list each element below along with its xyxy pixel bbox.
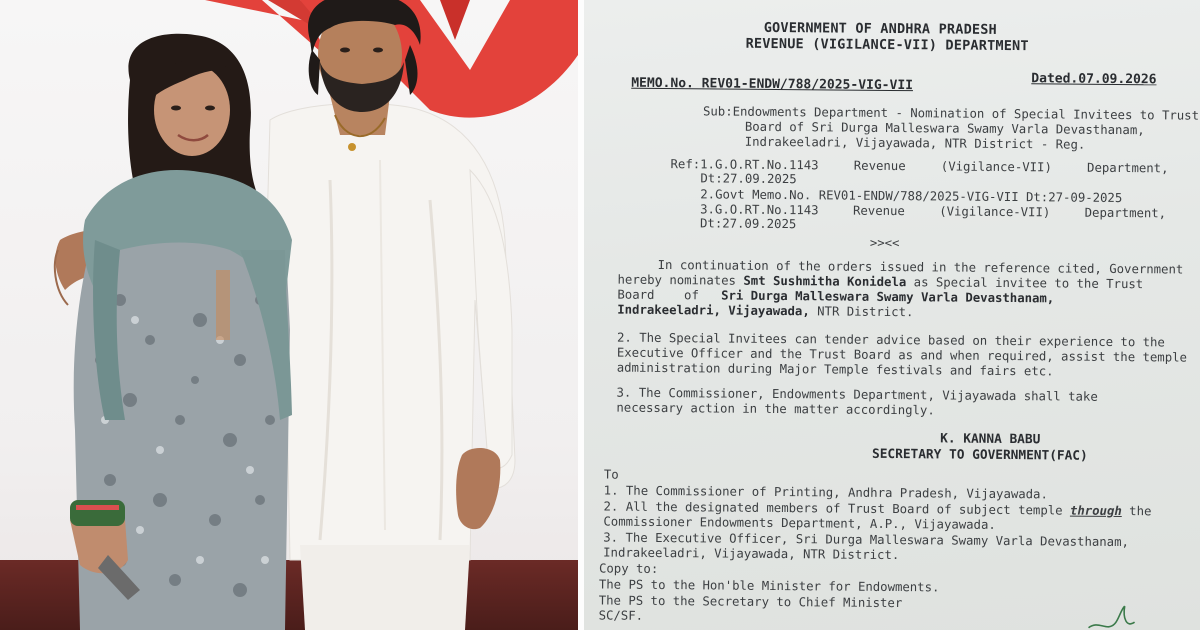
to-label: To — [603, 467, 619, 482]
ref1-go: Ref:1.G.O.RT.No.1143 — [670, 157, 819, 173]
memo-date: Dated.07.09.2026 — [1031, 71, 1157, 88]
separator-mark: >><< — [869, 235, 900, 251]
reference-2: 2.Govt Memo.No. REV01-ENDW/788/2025-VIG-VII Dt:27-09-2025 — [700, 187, 1123, 206]
reference-1-date: Dt:27.09.2025 — [700, 171, 797, 187]
signatory-title: SECRETARY TO GOVERNMENT(FAC) — [871, 446, 1088, 464]
signatory-name: K. KANNA BABU — [940, 431, 1041, 448]
para1-board: Board — [617, 287, 655, 302]
memo-number: MEMO.No. REV01-ENDW/788/2025-VIG-VII — [631, 75, 914, 94]
subject-line-1: Sub:Endowments Department - Nomination of Special Invitees to Trust — [702, 104, 1200, 123]
ref3-go: 3.G.O.RT.No.1143 — [700, 202, 819, 218]
copy-3: SC/SF. — [598, 608, 644, 623]
para3-line-1: 3. The Commissioner, Endowments Department, Vijayawada shall take — [616, 385, 1098, 404]
through-word: through — [1069, 503, 1122, 519]
nominee-name: Smt Sushmitha Konidela — [743, 273, 907, 290]
copy-2: The PS to the Secretary to Chief Minister — [598, 593, 903, 611]
signature-mark — [1078, 598, 1158, 630]
woman-figure — [70, 34, 292, 630]
photo-illustration — [0, 0, 578, 630]
para3-line-2: necessary action in the matter accordingly. — [616, 400, 935, 418]
para1-invitee: as Special invitee to the Trust — [913, 275, 1144, 292]
recipient-2-the: the — [1129, 504, 1152, 519]
para2-line-3: administration during Major Temple festivals and fairs etc. — [616, 360, 1054, 379]
temple-name: Sri Durga Malleswara Swamy Varla Devasthanam, — [721, 288, 1055, 306]
para1-line-4 — [617, 303, 913, 321]
temple-place: Indrakeeladri, Vijayawada, — [617, 302, 810, 319]
copy-1: The PS to the Hon'ble Minister for Endowments. — [598, 577, 940, 595]
photo-panel — [0, 0, 578, 630]
para1-line-1: In continuation of the orders issued in the reference cited, Government — [657, 257, 1184, 277]
header-department: REVENUE (VIGILANCE-VII) DEPARTMENT — [745, 35, 1029, 55]
recipient-2-text: 2. All the designated members of Trust Board of subject temple — [603, 499, 1063, 518]
subject-line-2: Board of Sri Durga Malleswara Swamy Varla Devasthanam, — [744, 119, 1145, 138]
para2-line-2: Executive Officer and the Trust Board as and when required, assist the temple — [616, 345, 1188, 365]
ref1-department: Department, — [1087, 160, 1169, 176]
subject-line-3: Indrakeeladri, Vijayawada, NTR District - Reg. — [744, 134, 1086, 152]
para1-district: NTR District. — [817, 304, 914, 320]
reference-3-date: Dt:27.09.2025 — [699, 216, 797, 232]
recipient-3-line-2: Indrakeeladri, Vijayawada, NTR District. — [603, 545, 900, 563]
para1-of: of — [684, 288, 699, 303]
recipient-1: 1. The Commissioner of Printing, Andhra Pradesh, Vijayawada. — [603, 483, 1048, 502]
para1-nominates: hereby nominates — [617, 272, 737, 288]
ref3-dept: Revenue — [852, 203, 905, 219]
ref3-department: Department, — [1084, 205, 1167, 221]
para2-line-1: 2. The Special Invitees can tender advice based on their experience to the — [616, 330, 1165, 350]
header-government: GOVERNMENT OF ANDHRA PRADESH — [763, 19, 998, 38]
ref1-vigilance: (Vigilance-VII) — [940, 159, 1052, 175]
recipient-2-line-2: Commissioner Endowments Department, A.P., Vijayawada. — [603, 514, 996, 532]
ref1-dept: Revenue — [853, 158, 906, 174]
copy-to-label: Copy to: — [598, 561, 659, 576]
ref3-vigilance: (Vigilance-VII) — [939, 204, 1051, 220]
memo-page — [584, 0, 1200, 630]
government-memo — [584, 0, 1200, 630]
recipient-3-line-1: 3. The Executive Officer, Sri Durga Malleswara Swamy Varla Devasthanam, — [603, 530, 1129, 550]
